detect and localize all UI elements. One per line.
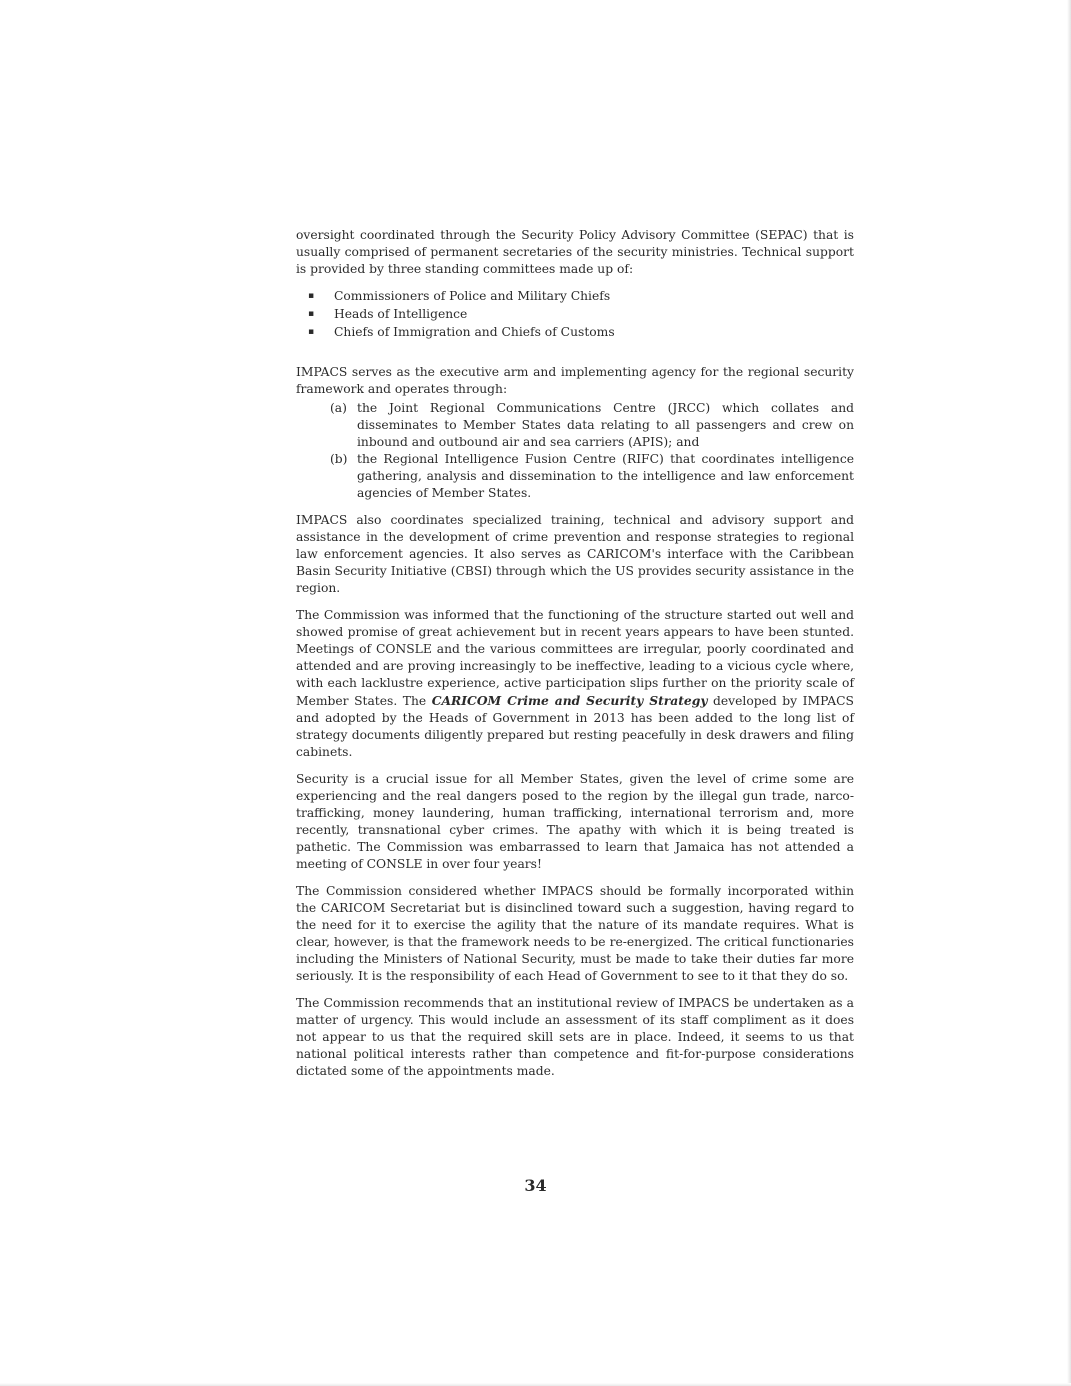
functioning-text-start: The Commission was informed that the functioning of the structure started out well and showed promise of great achievement but in recent years appears to have been stunted. Meetings of CONSLE and the various committees are irregular, poorly coordinated and attended and are proving increasingly to be ineffective, leading to a vicious cycle where, with each lacklustre experience, active participation slips further on the priority scale of Member States. The [296,607,854,708]
body-text [296,227,854,1090]
list-item-text: the Regional Intelligence Fusion Centre (RIFC) that coordinates intelligence gathering, analysis and dissemination to the intelligence and law enforcement agencies of Member States. [357,451,854,500]
incorporation-paragraph: The Commission considered whether IMPACS should be formally incorporated within the CARICOM Secretariat but is disinclined toward such a suggestion, having regard to the need for it to exercise the agility that the nature of its mandate requires. What is clear, however, is that the framework needs to be re-energized. The critical functionaries including the Ministers of National Security, must be made to take their duties far more seriously. It is the responsibility of each Head of Government to see to it that they do so. [296,883,854,983]
strategy-title: CARICOM Crime and Security Strategy [431,692,708,708]
functioning-paragraph [296,607,854,761]
committee-list [296,288,854,342]
list-item [296,324,854,342]
bullet-icon: ▪ [308,291,315,301]
impacs-operations-list [296,400,854,502]
list-item-text: Heads of Intelligence [334,307,468,321]
recommendation-paragraph: The Commission recommends that an institutional review of IMPACS be undertaken as a matter of urgency. This would include an assessment of its staff compliment as it does not appear to us that the required skill sets are in place. Indeed, it seems to us that national political interests rather than competence and fit-for-purpose considerations dictated some of the appointments made. [296,995,854,1078]
intro-paragraph: oversight coordinated through the Security Policy Advisory Committee (SEPAC) that is usually comprised of permanent secretaries of the security ministries. Technical support is provided by three standing committees made up of: [296,228,854,276]
training-paragraph: IMPACS also coordinates specialized training, technical and advisory support and assistance in the development of crime prevention and response strategies to regional law enforcement agencies. It also serves as CARICOM's interface with the Caribbean Basin Security Initiative (CBSI) through which the US provides security assistance in the region. [296,512,854,595]
page-number: 34 [524,1176,547,1195]
list-item [296,306,854,324]
list-item-text: the Joint Regional Communications Centre (JRCC) which collates and disseminates to Member States data relating to all passengers and crew on inbound and outbound air and sea carriers (APIS); and [357,400,854,449]
list-marker: (b) [330,451,348,466]
list-marker: (a) [330,400,347,415]
functioning-text-end: developed by IMPACS and adopted by the Heads of Government in 2013 has been added to the long list of strategy documents diligently prepared but resting peacefully in desk drawers and filing cabinets. [296,693,854,759]
list-item [296,288,854,306]
bullet-icon: ▪ [308,327,315,337]
list-item-text: Commissioners of Police and Military Chiefs [334,289,611,303]
impacs-paragraph: IMPACS serves as the executive arm and implementing agency for the regional security framework and operates through: [296,364,854,396]
list-item [296,451,854,502]
security-paragraph: Security is a crucial issue for all Member States, given the level of crime some are experiencing and the real dangers posed to the region by the illegal gun trade, narco-trafficking, money laundering, human trafficking, international terrorism and, more recently, transnational cyber crimes. The apathy with which it is being treated is pathetic. The Commission was embarrassed to learn that Jamaica has not attended a meeting of CONSLE in over four years! [296,771,854,871]
list-item-text: Chiefs of Immigration and Chiefs of Customs [334,325,615,339]
list-item [296,400,854,451]
bullet-icon: ▪ [308,309,315,319]
